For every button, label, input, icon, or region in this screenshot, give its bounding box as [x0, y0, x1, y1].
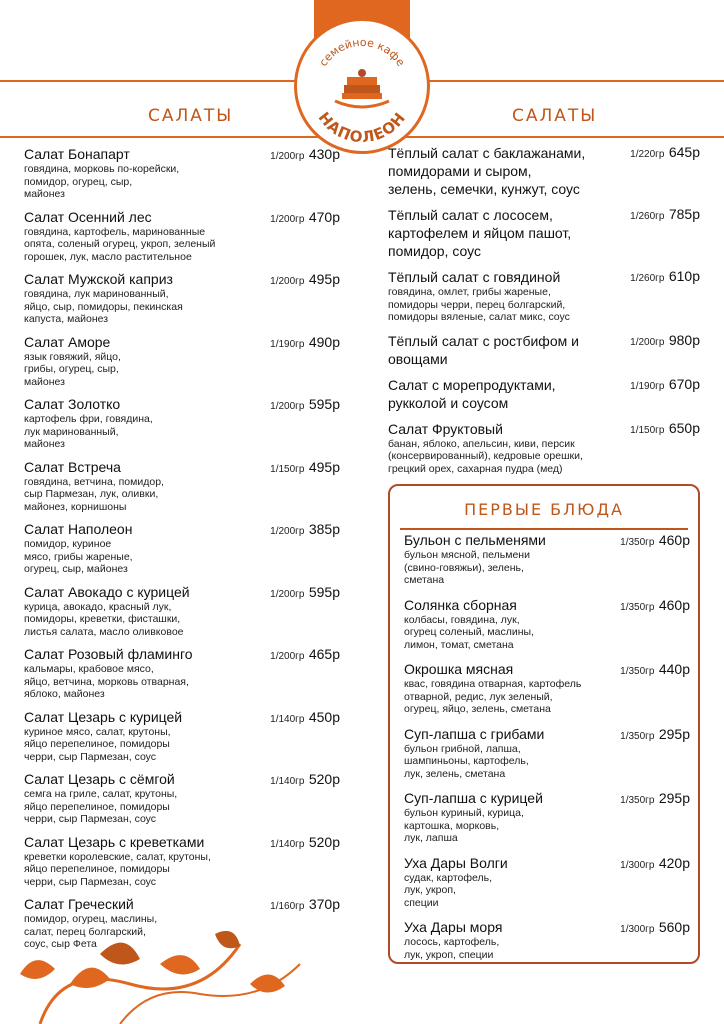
menu-item-price: 295р [658, 790, 690, 806]
menu-item [24, 771, 340, 826]
menu-item-price: 490р [308, 333, 340, 350]
menu-item-weight: 1/350гр [620, 537, 655, 548]
menu-item-price: 465р [308, 646, 340, 662]
menu-item-name: Салат Цезарь с креветками [24, 833, 205, 850]
menu-item [404, 661, 690, 716]
menu-item-price: 650р [668, 419, 700, 436]
menu-item [404, 855, 690, 910]
menu-item-price-group [270, 834, 340, 852]
menu-item-name: Тёплый салат с говядиной [388, 269, 561, 285]
menu-item-weight: 1/350гр [620, 730, 655, 742]
menu-item [388, 376, 700, 412]
menu-item-price: 450р [308, 708, 340, 725]
logo-name: НАПОЛЕОН [314, 108, 410, 147]
menu-item-price-group [620, 532, 690, 550]
menu-item [388, 332, 700, 368]
menu-item-name: Салат с морепродуктами, рукколой и соусом [388, 376, 556, 411]
menu-item-description: квас, говядина отварная, картофель отварной, редис, лук зеленый, огурец, яйцо, зелень, сметана [404, 678, 582, 715]
menu-item [404, 532, 690, 587]
menu-item-price-group [270, 334, 340, 352]
menu-item-price-group [270, 396, 340, 414]
menu-item-weight: 1/150гр [270, 463, 305, 475]
menu-item [24, 271, 340, 326]
svg-text:НАПОЛЕОН [315, 109, 410, 147]
menu-item-price: 440р [658, 661, 690, 677]
menu-item-price-group [270, 896, 340, 914]
menu-item-weight: 1/200гр [270, 401, 305, 412]
menu-item-price: 460р [658, 532, 690, 548]
menu-item-name: Салат Бонапарт [24, 146, 130, 162]
menu-item-price-group [270, 646, 340, 664]
menu-item [388, 144, 700, 198]
menu-item-description: судак, картофель, лук, укроп, специи [404, 871, 492, 909]
menu-item-name: Бульон с пельменями [404, 532, 546, 548]
menu-item-weight: 1/350гр [620, 666, 655, 677]
menu-item [388, 420, 700, 476]
menu-item-price-group [270, 709, 340, 727]
menu-item-price-group [630, 268, 700, 286]
menu-item [24, 834, 340, 889]
menu-item [404, 790, 690, 845]
menu-item [404, 597, 690, 652]
menu-item-price-group [270, 459, 340, 477]
menu-item-description: бульон куриный, курица, картошка, морковь, лук, лапша [404, 807, 524, 844]
menu-item-description: курица, авокадо, красный лук, помидоры, креветки, фисташки, листья салата, масло оливковое [24, 600, 184, 638]
menu-item-price: 295р [658, 725, 690, 742]
menu-item-price: 495р [308, 271, 340, 287]
first-courses-rule [400, 528, 688, 530]
menu-item-name: Салат Цезарь с сёмгой [24, 771, 175, 787]
menu-item-description: бульон грибной, лапша, шампиньоны, картофель, лук, зелень, сметана [404, 742, 529, 780]
menu-item [24, 709, 340, 764]
menu-item-name: Салат Наполеон [24, 521, 133, 537]
menu-item-name: Тёплый салат с ростбифом и овощами [388, 332, 579, 367]
salads-column-left [24, 146, 340, 959]
first-courses-box [388, 484, 700, 964]
menu-item [24, 459, 340, 514]
menu-item [24, 646, 340, 701]
menu-item-weight: 1/140гр [270, 776, 305, 787]
menu-item-price-group [270, 771, 340, 789]
menu-item-description: помидор, огурец, маслины, салат, перец болгарский, соус, сыр Фета [24, 913, 158, 950]
menu-item-name: Салат Аморе [24, 333, 111, 350]
menu-item-description: говядина, лук маринованный, яйцо, сыр, помидоры, пекинская капуста, майонез [24, 288, 183, 325]
menu-item-weight: 1/200гр [630, 336, 665, 348]
menu-item-name: Суп-лапша с курицей [404, 790, 543, 806]
menu-item-weight: 1/220гр [630, 149, 665, 160]
menu-item-price-group [620, 661, 690, 679]
logo-tagline: семейное кафе [316, 35, 408, 69]
menu-item-description: бульон мясной, пельмени (свино-говяжьи), зелень, сметана [404, 549, 530, 586]
menu-item-weight: 1/300гр [620, 924, 655, 935]
menu-item-price: 460р [658, 596, 690, 613]
menu-item-price: 520р [308, 771, 340, 787]
menu-item [24, 521, 340, 576]
menu-item-price: 385р [308, 521, 340, 537]
menu-item [24, 209, 340, 264]
menu-item-price: 595р [308, 583, 340, 600]
menu-item-price: 610р [668, 268, 700, 284]
menu-item-name: Окрошка мясная [404, 661, 514, 677]
menu-item-price-group [620, 790, 690, 808]
menu-item-price-group [620, 597, 690, 615]
menu-item-description: семга на гриле, салат, крутоны, яйцо перепелиное, помидоры черри, сыр Пармезан, соус [24, 788, 178, 825]
menu-item-weight: 1/260гр [630, 273, 665, 284]
cafe-logo [294, 18, 430, 154]
leaf-ornament [0, 924, 340, 1024]
menu-item-price-group [270, 521, 340, 539]
menu-item-name: Салат Фруктовый [388, 420, 503, 437]
menu-item-price: 670р [668, 375, 700, 392]
menu-item-price-group [630, 332, 700, 350]
menu-item-price-group [270, 584, 340, 602]
menu-item-weight: 1/200гр [270, 151, 305, 162]
menu-item-weight: 1/200гр [270, 526, 305, 537]
salads-title-right: САЛАТЫ [512, 106, 598, 126]
menu-item-name: Суп-лапша с грибами [404, 725, 545, 742]
menu-item-price: 595р [308, 396, 340, 412]
menu-item-price: 520р [308, 833, 340, 850]
menu-item-weight: 1/350гр [620, 795, 655, 806]
menu-item-price: 560р [658, 919, 690, 935]
menu-item-description: банан, яблоко, апельсин, киви, персик (консервированный), кедровые орешки, грецкий орех, сахарная пудра (мед) [388, 437, 583, 475]
menu-item-price-group [270, 209, 340, 227]
menu-item [24, 146, 340, 201]
menu-item-description: картофель фри, говядина, лук маринованный, майонез [24, 413, 153, 450]
menu-item-weight: 1/200гр [270, 588, 305, 600]
menu-item-name: Салат Золотко [24, 396, 121, 412]
menu-item-price: 430р [308, 146, 340, 162]
menu-item-price: 980р [668, 331, 700, 348]
menu-item-weight: 1/190гр [630, 380, 665, 392]
menu-item-price-group [270, 146, 340, 164]
menu-item-weight: 1/140гр [270, 713, 305, 725]
first-courses-list [404, 532, 690, 971]
menu-item-description: помидор, куриное мясо, грибы жареные, огурец, сыр, майонез [24, 538, 133, 575]
menu-item-weight: 1/150гр [630, 424, 665, 436]
menu-item-price: 645р [668, 144, 700, 160]
menu-item [24, 584, 340, 639]
menu-item [24, 334, 340, 389]
menu-item-price-group [630, 144, 700, 162]
menu-item-description: лосось, картофель, лук, укроп, специи [404, 936, 500, 961]
menu-item-description: куриное мясо, салат, крутоны, яйцо перепелиное, помидоры черри, сыр Пармезан, соус [24, 725, 171, 763]
menu-item-name: Салат Осенний лес [24, 208, 152, 225]
menu-item-price-group [620, 919, 690, 937]
menu-item-weight: 1/350гр [620, 601, 655, 613]
menu-item-name: Салат Встреча [24, 458, 121, 475]
menu-item-weight: 1/190гр [270, 338, 305, 350]
menu-item-weight: 1/200гр [270, 651, 305, 662]
salads-column-right [388, 144, 700, 483]
menu-item [388, 206, 700, 260]
salads-title-left: САЛАТЫ [148, 106, 234, 126]
menu-item-name: Салат Розовый фламинго [24, 646, 193, 662]
menu-item-price-group [630, 206, 700, 224]
menu-item-description: говядина, ветчина, помидор, сыр Пармезан, лук, оливки, майонез, корнишоны [24, 475, 164, 513]
menu-item-name: Уха Дары моря [404, 919, 503, 935]
menu-item-description: колбасы, говядина, лук, огурец соленый, маслины, лимон, томат, сметана [404, 613, 534, 651]
menu-item-weight: 1/260гр [630, 211, 665, 222]
menu-item-price: 495р [308, 458, 340, 475]
menu-item-price: 370р [308, 896, 340, 912]
menu-item [388, 268, 700, 324]
menu-item-name: Тёплый салат с лососем, картофелем и яйцом пашот, помидор, соус [388, 207, 572, 259]
logo-graphic [297, 21, 427, 151]
menu-item-name: Салат Авокадо с курицей [24, 583, 190, 600]
menu-item-name: Салат Греческий [24, 896, 134, 912]
menu-item-name: Салат Цезарь с курицей [24, 708, 183, 725]
menu-item-weight: 1/160гр [270, 901, 305, 912]
menu-item-price-group [270, 271, 340, 289]
cake-icon [335, 69, 389, 107]
menu-item-name: Солянка сборная [404, 596, 517, 613]
menu-item [404, 919, 690, 961]
menu-item-weight: 1/200гр [270, 276, 305, 287]
menu-item-price-group [620, 855, 690, 873]
menu-item-name: Уха Дары Волги [404, 854, 508, 871]
menu-item [404, 726, 690, 781]
menu-item-price-group [630, 376, 700, 394]
first-courses-title: ПЕРВЫЕ БЛЮДА [464, 500, 624, 519]
menu-item-price: 785р [668, 206, 700, 222]
menu-item-price: 420р [658, 854, 690, 871]
menu-item-name: Салат Мужской каприз [24, 271, 173, 287]
svg-text:семейное кафе [317, 36, 408, 69]
menu-item-description: говядина, картофель, маринованные опята, соленый огурец, укроп, зеленый горошек, лук, масло растительное [24, 225, 216, 263]
menu-item-weight: 1/140гр [270, 838, 305, 850]
menu-item [24, 396, 340, 451]
menu-item-price: 470р [308, 208, 340, 225]
menu-item-description: кальмары, крабовое мясо, яйцо, ветчина, морковь отварная, яблоко, майонез [24, 663, 189, 700]
menu-item-description: говядина, омлет, грибы жареные, помидоры черри, перец болгарский, помидоры вяленые, салат микс, соус [388, 286, 570, 323]
menu-item-description: язык говяжий, яйцо, грибы, огурец, сыр, майонез [24, 350, 121, 388]
menu-item-weight: 1/300гр [620, 859, 655, 871]
menu-item-price-group [630, 420, 700, 438]
menu-item-description: говядина, морковь по-корейски, помидор, огурец, сыр, майонез [24, 163, 180, 200]
menu-item-name: Тёплый салат с баклажанами, помидорами и сыром, зелень, семечки, кунжут, соус [388, 145, 586, 197]
menu-item-weight: 1/200гр [270, 213, 305, 225]
menu-item-price-group [620, 726, 690, 744]
menu-item-description: креветки королевские, салат, крутоны, яйцо перепелиное, помидоры черри, сыр Пармезан, соус [24, 850, 211, 888]
